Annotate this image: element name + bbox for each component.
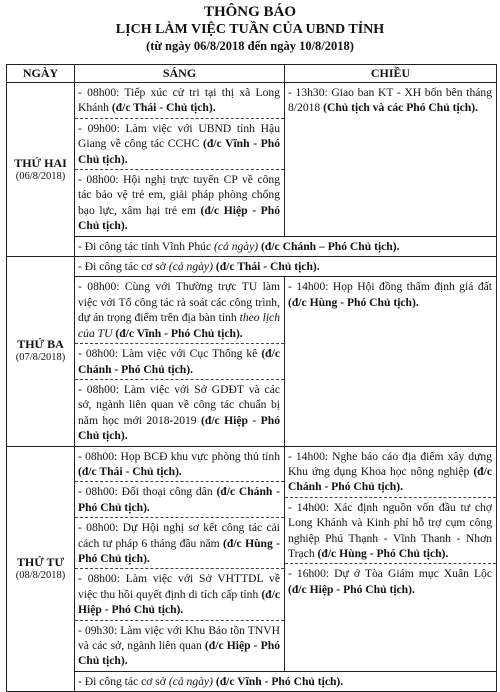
item-person: (đ/c Chánh - Phó Chủ tịch). — [78, 347, 280, 376]
item-person: (đ/c Vĩnh - Phó Chủ tịch). — [78, 137, 281, 166]
day-date: (07/8/2018) — [15, 352, 66, 364]
schedule-item — [75, 237, 496, 256]
fullday-cell — [75, 236, 497, 256]
item-person: (đ/c Hùng - Phó Chủ tịch). — [78, 536, 280, 565]
schedule-item — [75, 380, 284, 446]
day-row — [7, 446, 497, 671]
col-morning: SÁNG — [75, 65, 285, 83]
item-person: (đ/c Hùng - Phó Chủ tịch). — [317, 546, 449, 560]
document-header — [0, 0, 500, 54]
table-header-row — [7, 65, 497, 83]
item-person: (đ/c Chánh – Phó Chủ tịch). — [258, 239, 400, 253]
item-person: (đ/c Vĩnh - Phó Chủ tịch). — [112, 326, 243, 340]
schedule-item — [75, 277, 284, 344]
morning-cell — [75, 83, 285, 237]
item-text: - 08h00: Cùng với Thường trực TU làm việc với Tổ công tác rà soát các công trình, dự án trọng điểm trên địa bàn tỉnh — [78, 280, 280, 325]
fullday-cell — [75, 257, 497, 277]
item-italic: theo lịch của TU — [78, 311, 280, 340]
item-text: - 08h00: Hội nghị trực tuyến CP về công tác bảo vệ trẻ em, giải pháp phòng chống bạo lực, xâm hại trẻ em — [78, 173, 280, 217]
item-person: (đ/c Thái - Chủ tịch). — [78, 464, 182, 478]
item-italic: (cả ngày) — [214, 239, 259, 253]
schedule-table — [6, 64, 497, 692]
day-name: THỨ BA — [17, 337, 64, 352]
item-text: - 08h00: Làm việc với Sở VHTTDL về việc thu hồi quyết định di tích cấp tỉnh — [78, 572, 280, 601]
doc-date-range: (từ ngày 06/8/2018 đến ngày 10/8/2018) — [146, 39, 354, 53]
afternoon-cell — [285, 277, 497, 446]
schedule-item — [75, 257, 496, 276]
item-person: (đ/c Chánh - Phó Chủ tịch). — [288, 464, 492, 494]
item-person: (đ/c Vĩnh - Phó Chủ tịch). — [212, 674, 344, 688]
item-text: - 09h00: Làm việc với UBND tỉnh Hậu Giang về công tác CCHC — [78, 121, 280, 151]
fullday-row — [7, 257, 497, 277]
schedule-item — [75, 447, 284, 483]
schedule-item — [75, 482, 284, 518]
col-day: NGÀY — [7, 65, 75, 83]
item-text: - 14h00: Họp Hội đồng thẩm định giá đất — [288, 280, 492, 294]
day-row — [7, 83, 497, 237]
schedule-item — [285, 83, 496, 118]
doc-subtitle: LỊCH LÀM VIỆC TUẦN CỦA UBND TỈNH — [115, 22, 385, 37]
fullday-row — [7, 671, 497, 691]
item-text: - 14h00: Xác định nguồn vốn đầu tư chợ Long Khánh và Kinh phí hỗ trợ cụm công nghiệp Phú Thạnh - Vĩnh Thanh - Nhơn Trạch — [288, 500, 492, 560]
item-person: (đ/c Hiệp - Phó Chủ tịch). — [78, 639, 280, 668]
schedule-item — [75, 344, 284, 380]
item-italic: (cả ngày) — [168, 260, 213, 274]
morning-cell — [75, 277, 285, 446]
morning-cell — [75, 446, 285, 671]
item-person: (đ/c Thái - Chủ tịch). — [212, 260, 320, 274]
schedule-item — [285, 564, 496, 599]
item-person: (đ/c Hiệp - Phó Chủ tịch). — [288, 582, 415, 596]
schedule-item — [75, 518, 284, 569]
item-text: - 14h00: Nghe báo cáo địa điểm xây dựng Khu ứng dụng Khoa học nông nghiệp — [288, 449, 492, 478]
schedule-item — [285, 447, 496, 498]
day-cell — [7, 83, 75, 257]
col-afternoon: CHIỀU — [285, 65, 497, 83]
schedule-item — [285, 498, 496, 565]
afternoon-cell — [285, 83, 497, 237]
schedule-item — [75, 569, 284, 620]
day-date: (08/8/2018) — [15, 569, 66, 581]
day-name: THỨ HAI — [14, 155, 67, 170]
doc-title: THÔNG BÁO — [203, 4, 297, 20]
item-italic: (cả ngày) — [168, 674, 213, 688]
afternoon-cell — [285, 446, 497, 671]
schedule-item — [75, 672, 496, 691]
day-date: (06/8/2018) — [15, 170, 66, 182]
item-text: - Đi công tác cơ sở — [78, 674, 169, 688]
item-text: - Đi công tác tỉnh Vĩnh Phúc — [78, 239, 214, 253]
item-text: - 08h00: Tiếp xúc cử tri tại thị xã Long Khánh — [78, 86, 280, 115]
item-text: - 08h00: Đối thoại công dân — [78, 485, 217, 499]
item-text: - 08h00: Họp BCĐ khu vực phòng thủ tỉnh — [78, 449, 280, 463]
schedule-item — [75, 170, 284, 236]
item-person: (đ/c Hùng - Phó Chủ tịch). — [288, 295, 419, 309]
item-person: (đ/c Hiệp - Phó Chủ tịch). — [78, 203, 280, 233]
schedule-item — [75, 119, 284, 170]
item-text: - 09h30: Làm việc với Khu Bảo tồn TNVH và các sở, ngành liên quan — [78, 623, 280, 652]
schedule-item — [285, 277, 496, 312]
item-text: - 08h00: Làm việc với Sở GDĐT và các sở, ngành liên quan về công tác chuẩn bị năm học mới 2018-2019 — [78, 382, 280, 427]
item-person: (đ/c Hiệp - Phó Chủ tịch). — [78, 413, 280, 443]
item-person: (đ/c Hiệp - Phó Chủ tịch). — [78, 587, 280, 617]
fullday-cell — [75, 671, 497, 691]
day-row — [7, 277, 497, 446]
item-text: - 08h00: Dự Hội nghị sơ kết công tác cải cách tư pháp 6 tháng đầu năm — [78, 521, 280, 550]
item-text: - 13h30: Giao ban KT - XH bốn bên tháng 8/2018 — [288, 86, 492, 115]
item-person: (Chủ tịch và các Phó Chủ tịch). — [323, 101, 479, 115]
item-text: - 16h00: Dự ở Tòa Giám mục Xuân Lộc — [288, 567, 492, 581]
day-name: THỨ TƯ — [16, 554, 65, 569]
day-cell — [7, 257, 75, 446]
schedule-body — [7, 83, 497, 692]
item-person: (đ/c Chánh - Phó Chủ tịch). — [78, 485, 280, 514]
schedule-item — [75, 83, 284, 119]
schedule-item — [75, 621, 284, 671]
item-person: (đ/c Thái - Chủ tịch). — [111, 101, 216, 115]
item-text: - 08h00: Làm việc với Cục Thống kê — [78, 347, 262, 361]
fullday-row — [7, 236, 497, 256]
item-text: - Đi công tác cơ sở — [78, 260, 169, 274]
